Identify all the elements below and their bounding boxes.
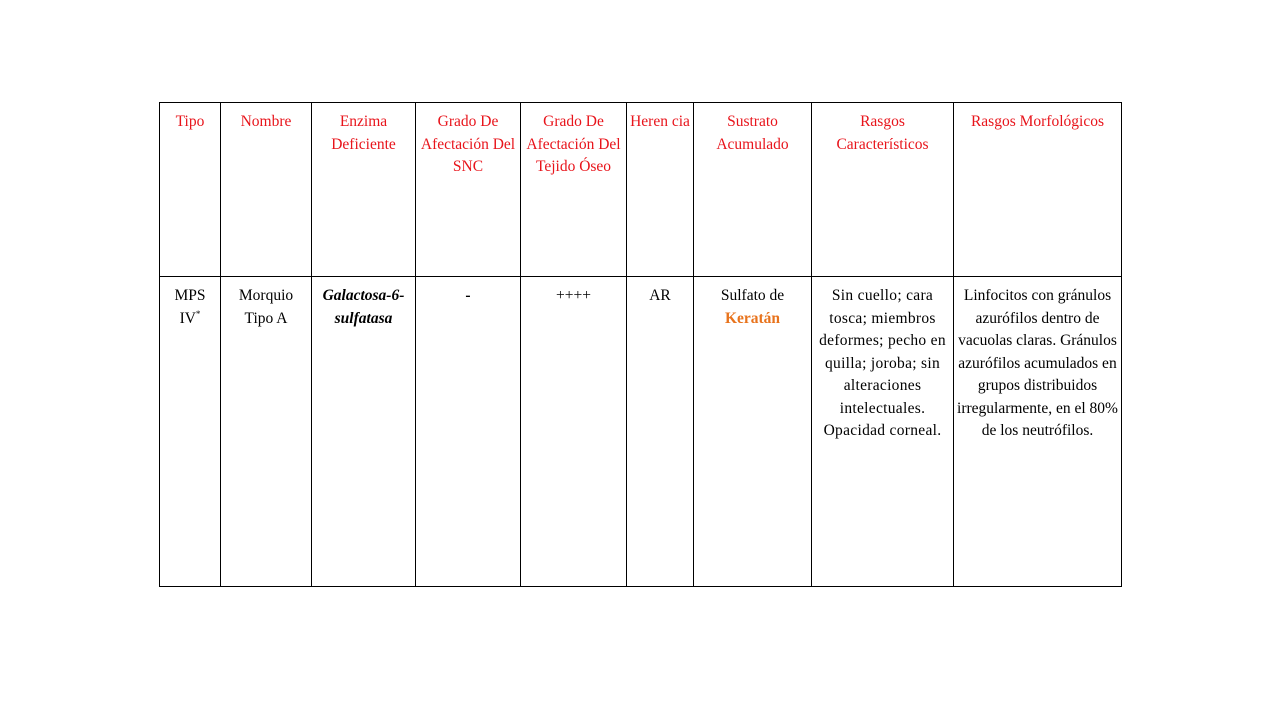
- header-grado-snc: Grado De Afectación Del SNC: [416, 103, 521, 277]
- footnote-mark: *: [195, 308, 201, 319]
- table-header-row: [160, 103, 1122, 277]
- header-grado-tejido-oseo: Grado De Afectación Del Tejido Óseo: [521, 103, 627, 277]
- cell-grado-snc: -: [416, 277, 521, 587]
- cell-herencia: AR: [627, 277, 694, 587]
- header-rasgos-caracteristicos: Rasgos Característicos: [812, 103, 954, 277]
- header-herencia: Heren cia: [627, 103, 694, 277]
- header-nombre: Nombre: [221, 103, 312, 277]
- header-enzima-deficiente: Enzima Deficiente: [312, 103, 416, 277]
- mps-table: [159, 102, 1122, 587]
- sustrato-highlight: Keratán: [724, 309, 781, 327]
- header-sustrato-acumulado: Sustrato Acumulado: [694, 103, 812, 277]
- tipo-text: MPS IV: [174, 287, 206, 327]
- table-row: [160, 277, 1122, 587]
- sustrato-prefix: Sulfato de: [720, 287, 785, 304]
- cell-nombre: Morquio Tipo A: [221, 277, 312, 587]
- cell-rasgos-morfologicos: Linfocitos con gránulos azurófilos dentro de vacuolas claras. Gránulos azurófilos acumulados en grupos distribuidos irregularmente, en el 80% de los neutrófilos.: [954, 277, 1122, 587]
- cell-tipo: [160, 277, 221, 587]
- header-tipo: Tipo: [160, 103, 221, 277]
- cell-rasgos-caracteristicos: Sin cuello; cara tosca; miembros deformes; pecho en quilla; joroba; sin alteraciones intelectuales. Opacidad corneal.: [812, 277, 954, 587]
- header-rasgos-morfologicos: Rasgos Morfológicos: [954, 103, 1122, 277]
- cell-enzima: Galactosa-6-sulfatasa: [312, 277, 416, 587]
- cell-sustrato: [694, 277, 812, 587]
- cell-grado-oseo: ++++: [521, 277, 627, 587]
